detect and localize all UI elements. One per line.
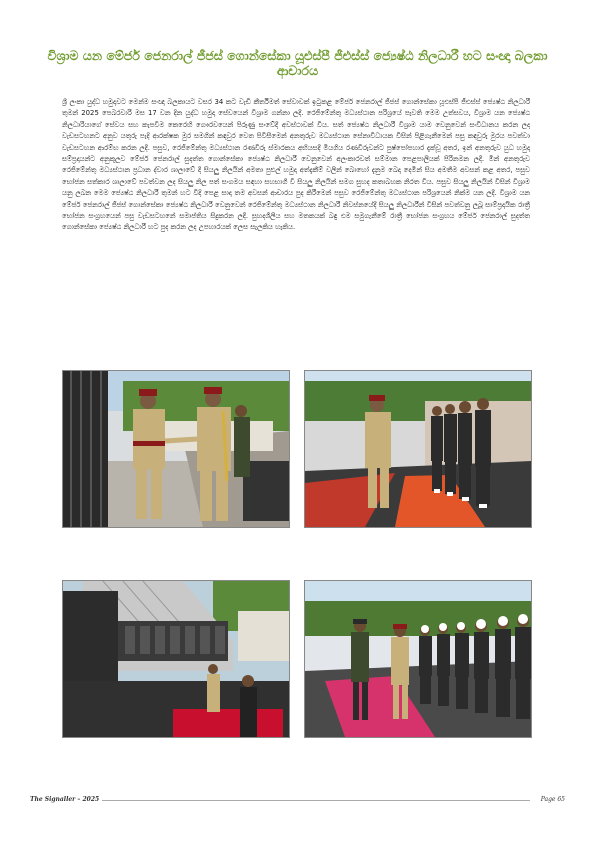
photo-handshake	[62, 370, 290, 528]
footer-divider	[62, 800, 530, 801]
article-title: විශ්‍රාම යන මේජර් ජෙනරාල් ජීජස් ගොන්සේකා යූඑස්පී ජීඑස්ස් ජ්‍යෙෂ්ඨ නිලධාරී හට සංඥා බලකා ආචාරය	[47, 48, 548, 78]
photo-ceremonial-parade	[304, 580, 532, 738]
photo-war-memorial	[62, 580, 290, 738]
photo-guard-of-honour	[304, 370, 532, 528]
article-body: ශ්‍රී ලංකා යුද්ධ හමුදාවට මෙන්ම සංඥා බලකායට වසර 34 කට වැඩි කීර්තිමත් සේවාවක් ඉටුකළ මේජර් ජෙනරාල් ජීජස් ගොන්සේකා යූඑස්පී ජීඑස්ස් ජ්‍යෙෂ්ඨ නිලධාරී තුමන් 2025 පෙබරවාරි මස 17 වන දින යුද්ධ හමුදා සේවයෙන් විශ්‍රාම ගන්නා ලදී. රෙජිමේන්තු මධ්‍යස්ථාන පරිශ්‍රයේ පැවති මෙම උත්සවය, විශ්‍රාම යන ජ්‍යෙෂ්ඨ නිලධාරියාගේ සේවය සහ කැපවීම කෙරෙහි ගෞරවයෙන් පිරුණු සංවේදී අවස්ථාවක් විය. සත් ජ්‍යෙෂ්ඨ නිලධාරී විශ්‍රාම යාම වෙනුවෙන් සංවිධානය කරන ලද වැඩසටහනට අනුව යතුරු පැදි ආරක්ෂක මුර සමගින් කඳවුර වෙත පිවිසීමෙන් අනතුරුව මධ්‍යස්ථාන සේනාවිධායක විසින් පිළිගැනීමෙන් පසු කඳවුරු මුරය පවත්වා වැඩසටහන ආරම්භ කරන ලදී. පසුව, රෙජිමේන්තු මධ්‍යස්ථාන රණවිරු ස්මාරකය අභියසදී මියගිය රණවිරුවන්ට පුෂ්පෝපහාර දැක්වූ අතර, ඉන් අනතුරුව යුධ හමුදා සම්ප්‍රදායන්ට අනුකූලව මේජර් ජෙනරාල් සුදත්ත ගොන්සේකා ජ්‍යෙෂ්ඨ නිලධාරී වෙනුවෙන් අලංකාරවත් සම්මාන පෙළපාලියක් පිරිනමන ලදී. මින් අනතුරුව රෙජිමේන්තු මධ්‍යස්ථාන ප්‍රධාන ද්වාර ශාලාවේ දී සියලු නිලයින් අමතා පුළුල් හමුදා අත්දැකීම් වලින් බොහෝ දැනුම බෙදා දෙමින් සිය අමතීම අවසන් කළ අතර, පසුව භෝජන සත්කාර ශාලාවේ පවත්වන ලද සියලු නිල පත් සංගමය සඳහා සහභාගී වී සියලු නිලයින් සමග සුහද කතාබහක නිරත විය. පසුව සියලු නිලයින් විසින් විශ්‍රාම යනු ලබන මෙම ජ්‍යෙෂ්ඨ නිලධාරී තුමන් හට විදි පෙළ සාදා තම අවසන් ආචාරය පුද කිරීමෙන් පසුව රෙජිමේන්තු මධ්‍යස්ථාන පරිශ්‍රයෙන් නික්ම යන ලදී. විශ්‍රාම යන මේජර් ජෙනරාල් ජීජස් ගොන්සේකා ජ්‍යෙෂ්ඨ නිලධාරී වෙනුවෙන් රෙජිමේන්තු මධ්‍යස්ථාන නිලධාරී නිවස්නයේදී සියලු නිලධාරීන් විසින් පවත්වනු ලබූ සාම්ප්‍රදායික රාත්‍රී භෝජන සංග්‍රහයෙන් පසු වැඩසටහනේ සමාප්තිය සිදුකරන ලදී. සුහදශීලිය සහ මතකයක් බඳු එම සමුගැනීමේ රාත්‍රී භෝජන සංග්‍රහය මේජර් ජෙනරාල් සුදත්ත ගොන්සේකා ජ්‍යෙෂ්ඨ නිලධාරී හට පුද කරන ලද උපහාරයක් ලෙස සැලකිය හැකිය.	[62, 98, 530, 232]
footer-page-number: Page 65	[538, 796, 565, 803]
footer-publication: The Signaller – 2025	[30, 796, 102, 803]
